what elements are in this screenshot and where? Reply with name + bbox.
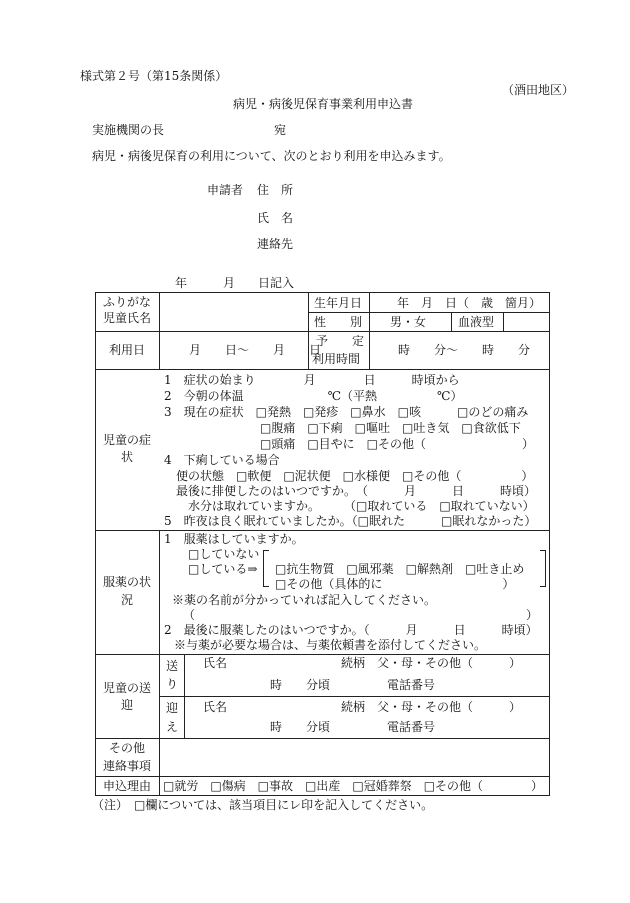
taking-option: □している⇒ (188, 562, 258, 576)
drop-off-label-2: り (166, 677, 179, 691)
medicine-other: □その他（具体的に ） (275, 577, 515, 591)
addressee: 実施機関の長 (92, 123, 165, 137)
symptom-line: □頭痛 □目やに □その他（ ） (164, 437, 535, 451)
medication-question-1: 1 服薬はしていますか。 (164, 532, 304, 546)
usage-date-label: 利用日 (109, 343, 146, 357)
symptom-line: 2 今朝の体温 ℃（平熱 ℃） (164, 389, 463, 403)
form-number: 様式第２号（第15条関係） (80, 69, 228, 83)
date-month: 月 (223, 276, 236, 290)
medication-label-2: 況 (121, 593, 134, 607)
child-name-label: 児童氏名 (103, 311, 152, 325)
paren-open: （ (183, 608, 196, 622)
applicant-contact-label: 連絡先 (257, 237, 294, 251)
symptom-line: 5 昨夜は良く眠れていましたか。（□眠れた □眠れなかった） (164, 514, 537, 528)
pick-up-label-1: 迎 (166, 701, 179, 715)
medicine-name-note: ※薬の名前が分かっていれば記入してください。 (172, 593, 437, 607)
other-notes-label-2: 連絡事項 (103, 759, 152, 773)
usage-time-value: 時 分～ 時 分 (398, 343, 531, 357)
pick-up-name-label: 氏名 (203, 700, 228, 714)
date-year: 年 (175, 276, 188, 290)
dob-value: 年 月 日（ 歳 箇月） (397, 296, 542, 310)
pickup-label-2: 迎 (121, 698, 134, 712)
symptom-line: 4 下痢している場合 (164, 453, 280, 467)
usage-date-value: 月 日～ 月 日 (189, 343, 322, 357)
other-notes-label-1: その他 (109, 741, 146, 755)
dob-label: 生年月日 (314, 296, 363, 310)
drop-off-label-1: 送 (166, 659, 179, 673)
footnote: （注） □欄については、該当項目にレ印を記入してください。 (92, 798, 434, 812)
sex-value: 男・女 (390, 315, 427, 329)
region-label: （酒田地区） (502, 83, 575, 97)
bracket-right (540, 550, 546, 587)
medication-label-1: 服薬の状 (103, 575, 152, 589)
symptoms-label-2: 状 (121, 450, 134, 464)
pick-up-time: 時 分頃 (270, 720, 331, 734)
medicine-types: □抗生物質 □風邪薬 □解熱剤 □吐き止め (275, 562, 525, 576)
pick-up-phone: 電話番号 (387, 720, 436, 734)
drop-off-relation: 続柄 父・母・その他（ ） (341, 656, 522, 670)
honorific: 宛 (274, 123, 287, 137)
pick-up-label-2: え (166, 720, 179, 734)
form-title: 病児・病後児保育事業利用申込書 (233, 97, 414, 111)
pick-up-relation: 続柄 父・母・その他（ ） (341, 700, 522, 714)
intro-text: 病児・病後児保育の利用について、次のとおり利用を申込みます。 (92, 149, 451, 163)
drop-off-name-label: 氏名 (203, 656, 228, 670)
reason-label: 申込理由 (103, 779, 152, 793)
date-day: 日記入 (258, 276, 295, 290)
furigana-label: ふりがな (103, 295, 152, 309)
symptom-line: 1 症状の始まり 月 日 時頃から (164, 373, 460, 387)
sex-label: 性 別 (314, 315, 363, 329)
symptom-line: 水分は取れていますか。 （□取れている □取れていない） (164, 499, 535, 513)
paren-close: ） (526, 608, 539, 622)
medication-consent-note: ※与薬が必要な場合は、与薬依頼書を添付してください。 (174, 638, 487, 652)
symptom-line: 便の状態 □軟便 □泥状便 □水様便 □その他（ ） (164, 469, 534, 483)
drop-off-phone: 電話番号 (387, 678, 436, 692)
symptom-line: □腹痛 □下痢 □嘔吐 □吐き気 □食欲低下 (164, 421, 521, 435)
bracket-left (263, 550, 269, 587)
symptoms-label-1: 児童の症 (103, 433, 152, 447)
symptom-line: 3 現在の症状 □発熱 □発疹 □鼻水 □咳 □のどの痛み (164, 405, 529, 419)
not-taking-option: □していない (188, 547, 260, 561)
applicant-address-label: 住 所 (257, 183, 294, 197)
reason-options: □就労 □傷病 □事故 □出産 □冠婚葬祭 □その他（ ） (163, 779, 544, 793)
symptom-line: 最後に排便したのはいつですか。 （ 月 日 時頃） (164, 484, 537, 498)
usage-time-label-1: 予 定 (316, 334, 365, 348)
pickup-label-1: 児童の送 (103, 681, 152, 695)
drop-off-time: 時 分頃 (270, 678, 331, 692)
applicant-role: 申請者 (207, 183, 244, 197)
applicant-name-label: 氏 名 (257, 211, 294, 225)
medication-question-2: 2 最後に服薬したのはいつですか。（ 月 日 時頃） (164, 623, 538, 637)
blood-type-label: 血液型 (458, 315, 495, 329)
application-form-table (95, 292, 550, 795)
usage-time-label-2: 利用時間 (312, 352, 361, 366)
